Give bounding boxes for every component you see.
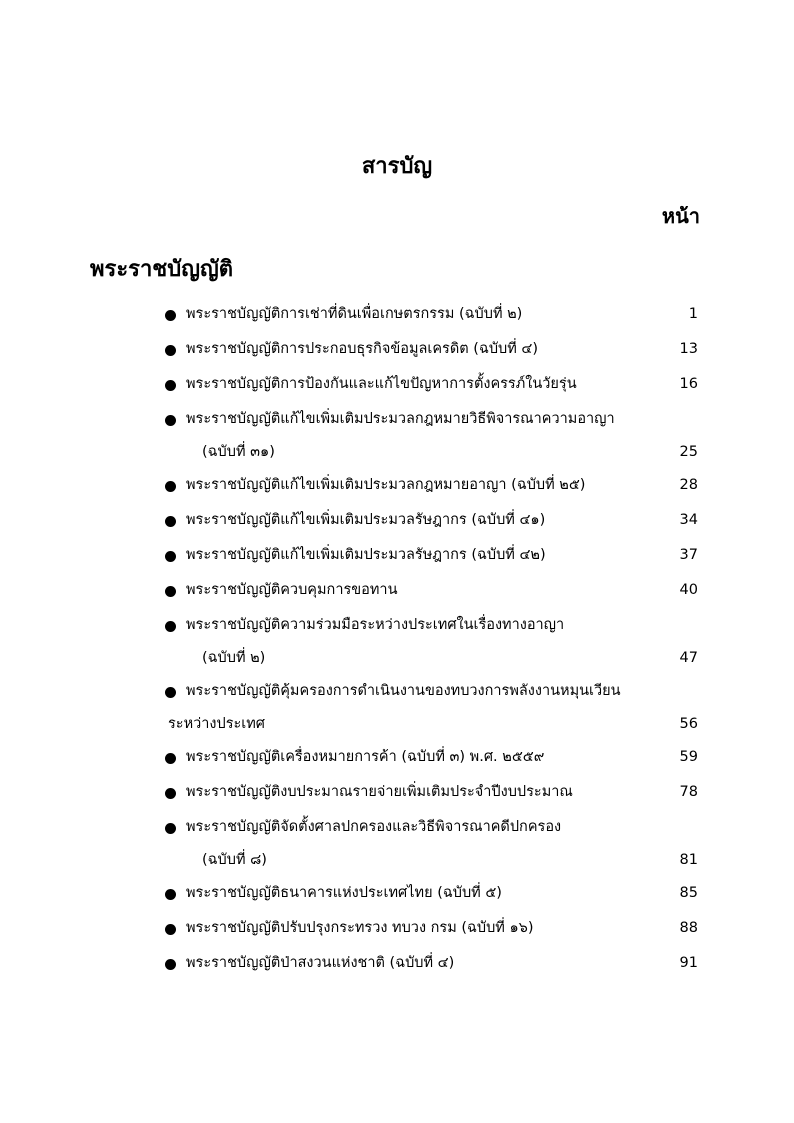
toc-page-number: 28 bbox=[679, 477, 698, 493]
toc-page-number: 34 bbox=[679, 512, 698, 528]
bullet-icon bbox=[165, 586, 176, 597]
toc-entry-title: พระราชบัญญัติจัดตั้งศาลปกครองและวิธีพิจารณาคดีปกครอง bbox=[186, 819, 562, 835]
bullet-icon bbox=[165, 621, 176, 632]
document-title: สารบัญ bbox=[361, 154, 433, 179]
bullet-icon bbox=[165, 788, 176, 799]
toc-entry[interactable] bbox=[160, 503, 698, 538]
bullet-icon bbox=[165, 687, 176, 698]
bullet-icon bbox=[165, 823, 176, 834]
toc-entry[interactable] bbox=[160, 608, 698, 674]
toc-entry-continuation bbox=[160, 437, 698, 468]
toc-entry[interactable] bbox=[160, 468, 698, 503]
bullet-icon bbox=[165, 380, 176, 391]
toc-page-number: 56 bbox=[679, 716, 698, 732]
toc-page-number: 1 bbox=[688, 306, 698, 322]
bullet-icon bbox=[165, 959, 176, 970]
toc-page-number: 78 bbox=[679, 784, 698, 800]
bullet-icon bbox=[165, 924, 176, 935]
toc-entry-line bbox=[160, 367, 698, 402]
toc-entry-title: พระราชบัญญัติแก้ไขเพิ่มเติมประมวลรัษฎากร (ฉบับที่ ๔๒) bbox=[186, 547, 546, 563]
toc-page-number: 13 bbox=[679, 341, 698, 357]
toc-page-number: 47 bbox=[679, 650, 698, 666]
toc-entry-line bbox=[160, 468, 698, 503]
toc-page-number: 81 bbox=[679, 852, 698, 868]
bullet-icon bbox=[165, 310, 176, 321]
toc-entry-title: พระราชบัญญัติการเช่าที่ดินเพื่อเกษตรกรรม (ฉบับที่ ๒) bbox=[186, 306, 523, 322]
toc-page-number: 91 bbox=[679, 955, 698, 971]
toc-entry-line bbox=[160, 332, 698, 367]
toc-entry-title: พระราชบัญญัติควบคุมการขอทาน bbox=[186, 582, 398, 598]
toc-entry-title: พระราชบัญญัติแก้ไขเพิ่มเติมประมวลรัษฎากร (ฉบับที่ ๔๑) bbox=[186, 512, 546, 528]
toc-entry-title: พระราชบัญญัติปรับปรุงกระทรวง ทบวง กรม (ฉบับที่ ๑๖) bbox=[186, 920, 534, 936]
toc-entry-line bbox=[160, 674, 698, 709]
toc-entry[interactable] bbox=[160, 946, 698, 981]
page-column-header: หน้า bbox=[661, 204, 700, 228]
toc-entry-title: พระราชบัญญัติเครื่องหมายการค้า (ฉบับที่ ๓) พ.ศ. ๒๕๕๙ bbox=[186, 749, 545, 765]
toc-page-number: 16 bbox=[679, 376, 698, 392]
toc-entry-title: พระราชบัญญัติความร่วมมือระหว่างประเทศในเรื่องทางอาญา bbox=[186, 617, 565, 633]
toc-entry[interactable] bbox=[160, 775, 698, 810]
bullet-icon bbox=[165, 753, 176, 764]
toc-entry[interactable] bbox=[160, 740, 698, 775]
toc-entry-line bbox=[160, 740, 698, 775]
bullet-icon bbox=[165, 481, 176, 492]
toc-entry-line bbox=[160, 810, 698, 845]
toc-page-number: 40 bbox=[679, 582, 698, 598]
toc-entry[interactable] bbox=[160, 674, 698, 740]
toc-entry-line bbox=[160, 608, 698, 643]
toc-entry-title: (ฉบับที่ ๒) bbox=[202, 650, 266, 666]
toc-entry-line bbox=[160, 503, 698, 538]
toc-entry-continuation bbox=[160, 643, 698, 674]
toc-entry-title: พระราชบัญญัติป่าสงวนแห่งชาติ (ฉบับที่ ๔) bbox=[186, 955, 455, 971]
bullet-icon bbox=[165, 516, 176, 527]
toc-entry[interactable] bbox=[160, 367, 698, 402]
toc-entry-title: พระราชบัญญัติงบประมาณรายจ่ายเพิ่มเติมประจำปีงบประมาณ bbox=[186, 784, 573, 800]
toc-entry[interactable] bbox=[160, 573, 698, 608]
section-title: พระราชบัญญัติ bbox=[90, 257, 233, 282]
toc-entry-title: พระราชบัญญัติธนาคารแห่งประเทศไทย (ฉบับที่ ๕) bbox=[186, 885, 502, 901]
toc-entry[interactable] bbox=[160, 538, 698, 573]
toc-entry-line bbox=[160, 946, 698, 981]
toc-entry-line bbox=[160, 775, 698, 810]
toc-entry-line bbox=[160, 402, 698, 437]
toc-page-number: 88 bbox=[679, 920, 698, 936]
toc-entry-title: พระราชบัญญัติการประกอบธุรกิจข้อมูลเครดิต (ฉบับที่ ๔) bbox=[186, 341, 539, 357]
toc-entry-continuation bbox=[160, 845, 698, 876]
toc-entry-line bbox=[160, 297, 698, 332]
toc-entry-continuation bbox=[160, 709, 698, 740]
toc-entry-line bbox=[160, 876, 698, 911]
toc-page-number: 85 bbox=[679, 885, 698, 901]
toc-list bbox=[160, 297, 698, 981]
toc-entry-title: (ฉบับที่ ๓๑) bbox=[202, 444, 275, 460]
toc-entry-line bbox=[160, 573, 698, 608]
toc-entry[interactable] bbox=[160, 876, 698, 911]
toc-entry-title: พระราชบัญญัติการป้องกันและแก้ไขปัญหาการตั้งครรภ์ในวัยรุ่น bbox=[186, 376, 577, 392]
toc-entry-line bbox=[160, 538, 698, 573]
toc-page-number: 59 bbox=[679, 749, 698, 765]
toc-entry-title: ระหว่างประเทศ bbox=[168, 716, 265, 732]
toc-entry[interactable] bbox=[160, 297, 698, 332]
toc-entry[interactable] bbox=[160, 402, 698, 468]
bullet-icon bbox=[165, 345, 176, 356]
toc-page-number: 37 bbox=[679, 547, 698, 563]
toc-page-number: 25 bbox=[679, 444, 698, 460]
toc-entry-title: พระราชบัญญัติแก้ไขเพิ่มเติมประมวลกฎหมายวิธีพิจารณาความอาญา bbox=[186, 411, 615, 427]
toc-entry[interactable] bbox=[160, 332, 698, 367]
toc-entry-title: พระราชบัญญัติคุ้มครองการดำเนินงานของทบวงการพลังงานหมุนเวียน bbox=[186, 683, 621, 699]
toc-entry[interactable] bbox=[160, 911, 698, 946]
bullet-icon bbox=[165, 415, 176, 426]
toc-entry-title: (ฉบับที่ ๘) bbox=[202, 852, 267, 868]
toc-entry-line bbox=[160, 911, 698, 946]
bullet-icon bbox=[165, 889, 176, 900]
toc-entry[interactable] bbox=[160, 810, 698, 876]
bullet-icon bbox=[165, 551, 176, 562]
toc-entry-title: พระราชบัญญัติแก้ไขเพิ่มเติมประมวลกฎหมายอาญา (ฉบับที่ ๒๕) bbox=[186, 477, 586, 493]
